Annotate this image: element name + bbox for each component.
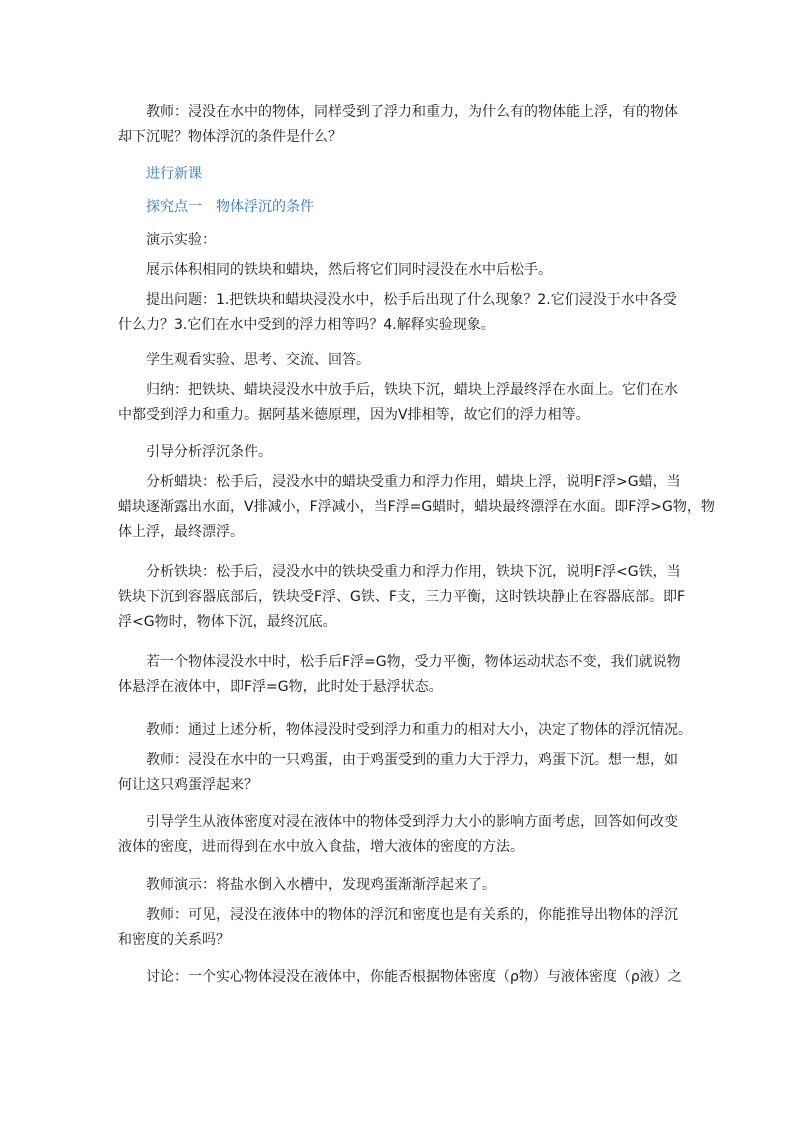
text-line: 讨论：一个实心物体浸没在液体中，你能否根据物体密度（ρ物）与液体密度（ρ液）之 xyxy=(146,969,682,985)
text-line: 引导分析浮沉条件。 xyxy=(146,444,272,460)
text-line: 演示实验： xyxy=(146,232,216,248)
text-line: 教师：通过上述分析，物体浸没时受到浮力和重力的相对大小，决定了物体的浮沉情况。 xyxy=(146,722,692,738)
section-heading xyxy=(146,195,674,220)
paragraph xyxy=(118,903,678,953)
paragraph xyxy=(118,470,715,545)
text-line: 液体的密度，进而得到在水中放入食盐，增大液体的密度的方法。 xyxy=(118,839,524,855)
text-line: 展示体积相同的铁块和蜡块，然后将它们同时浸没在水中后松手。 xyxy=(146,262,552,278)
text-line: 学生观看实验、思考、交流、回答。 xyxy=(146,352,370,368)
text-line: 何让这只鸡蛋浮起来？ xyxy=(118,777,258,793)
paragraph xyxy=(118,378,678,428)
text-line: 体上浮，最终漂浮。 xyxy=(118,524,244,540)
text-line: 铁块下沉到容器底部后，铁块受F浮、G铁、F支，三力平衡，这时铁块静止在容器底部。即F xyxy=(118,589,686,605)
paragraph xyxy=(146,718,692,743)
paragraph xyxy=(118,748,678,798)
paragraph xyxy=(118,560,686,635)
paragraph xyxy=(146,440,674,465)
text-line: 分析铁块：松手后，浸没水中的铁块受重力和浮力作用，铁块下沉，说明F浮<G铁，当 xyxy=(146,564,681,580)
text-line: 若一个物体浸没水中时，松手后F浮=G物，受力平衡，物体运动状态不变，我们就说物 xyxy=(146,654,681,670)
text-line: 浮<G物时，物体下沉，最终沉底。 xyxy=(118,614,337,630)
section-heading xyxy=(146,162,674,187)
text-line: 教师：浸没在水中的一只鸡蛋，由于鸡蛋受到的重力大于浮力，鸡蛋下沉。想一想，如 xyxy=(146,752,678,768)
paragraph xyxy=(146,348,674,373)
text-line: 教师：浸没在水中的物体，同样受到了浮力和重力，为什么有的物体能上浮，有的物体 xyxy=(146,104,678,120)
text-line: 却下沉呢？物体浮沉的条件是什么？ xyxy=(118,129,342,145)
text-line: 中都受到浮力和重力。据阿基米德原理，因为V排相等，故它们的浮力相等。 xyxy=(118,407,590,423)
text-line: 分析蜡块：松手后，浸没水中的蜡块受重力和浮力作用，蜡块上浮，说明F浮>G蜡，当 xyxy=(146,474,681,490)
text-line: 和密度的关系吗？ xyxy=(118,932,230,948)
paragraph xyxy=(146,965,682,990)
text-line: 体悬浮在液体中，即F浮=G物，此时处于悬浮状态。 xyxy=(118,679,443,695)
text-line: 提出问题：1.把铁块和蜡块浸没水中，松手后出现了什么现象？2.它们浸没于水中各受 xyxy=(146,292,677,308)
paragraph xyxy=(118,650,681,700)
text-line: 教师：可见，浸没在液体中的物体的浮沉和密度也是有关系的，你能推导出物体的浮沉 xyxy=(146,907,678,923)
text-line: 探究点一 物体浮沉的条件 xyxy=(146,199,314,215)
text-line: 蜡块逐渐露出水面，V排减小，F浮减小，当F浮=G蜡时，蜡块最终漂浮在水面。即F浮>G物，物 xyxy=(118,499,715,515)
text-line: 教师演示：将盐水倒入水槽中，发现鸡蛋渐渐浮起来了。 xyxy=(146,877,496,893)
paragraph xyxy=(146,873,674,898)
paragraph xyxy=(118,288,677,338)
text-line: 什么力？3.它们在水中受到的浮力相等吗？4.解释实验现象。 xyxy=(118,317,495,333)
text-line: 归纳：把铁块、蜡块浸没水中放手后，铁块下沉，蜡块上浮最终浮在水面上。它们在水 xyxy=(146,382,678,398)
text-line: 引导学生从液体密度对浸在液体中的物体受到浮力大小的影响方面考虑，回答如何改变 xyxy=(146,814,678,830)
text-line: 进行新课 xyxy=(146,166,202,182)
paragraph xyxy=(118,100,678,150)
paragraph xyxy=(146,258,674,283)
paragraph xyxy=(146,228,674,253)
paragraph xyxy=(118,810,678,860)
